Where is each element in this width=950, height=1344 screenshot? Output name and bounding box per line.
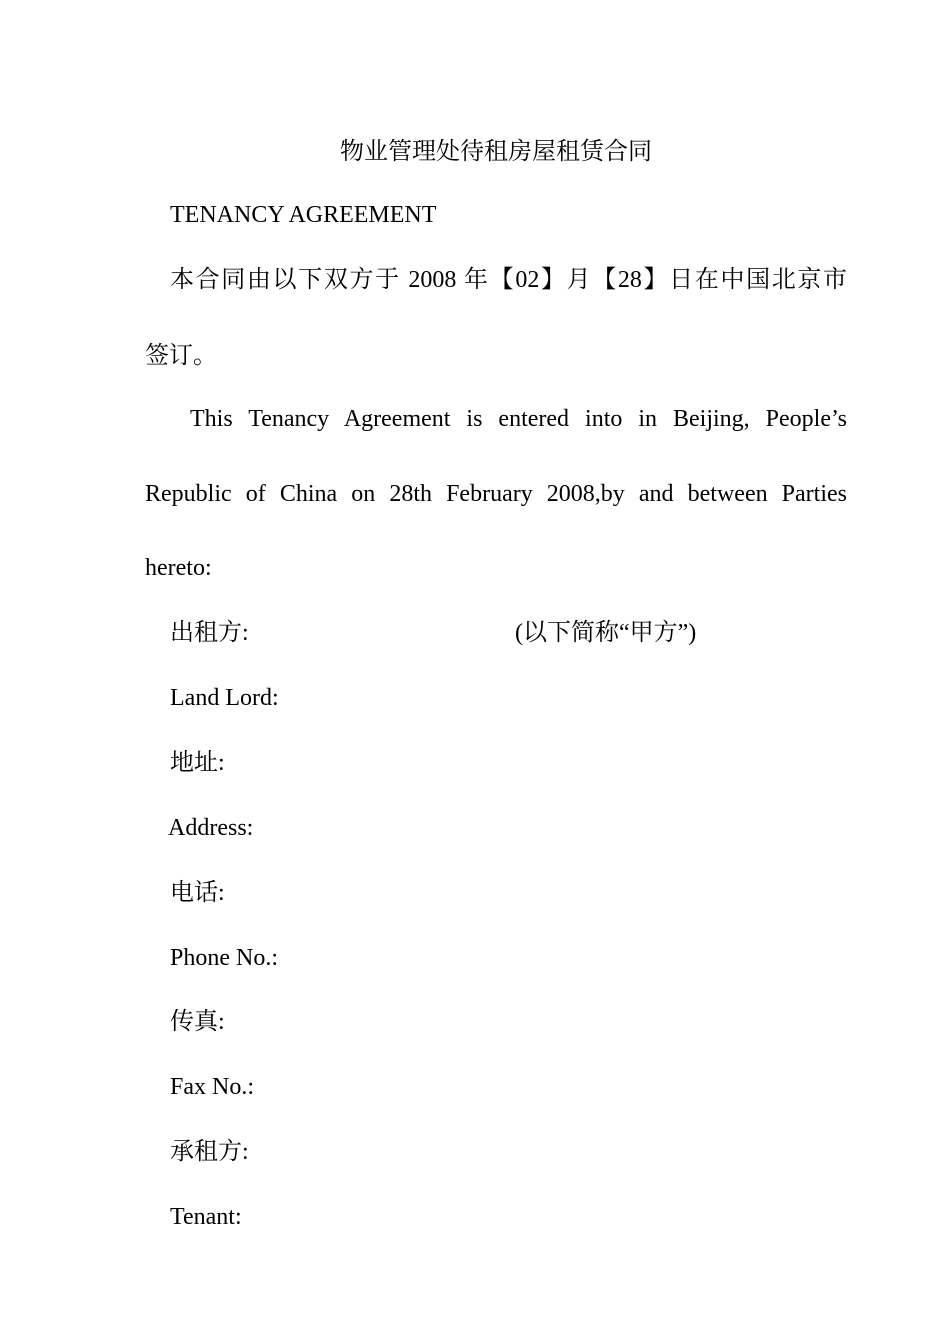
address-label-chinese: 地址: bbox=[170, 750, 225, 776]
landlord-label-english: Land Lord: bbox=[170, 685, 279, 711]
intro-english-line-1: This Tenancy Agreement is entered into in Beijing, People’s bbox=[190, 406, 847, 432]
tenant-label-chinese: 承租方: bbox=[170, 1139, 249, 1165]
intro-english-line-2: Republic of China on 28th February 2008,by and between Parties bbox=[145, 481, 847, 507]
fax-label-english: Fax No.: bbox=[170, 1074, 254, 1100]
fax-label-chinese: 传真: bbox=[170, 1009, 225, 1035]
phone-label-chinese: 电话: bbox=[170, 880, 225, 906]
lessor-party-a-note: (以下简称“甲方”) bbox=[515, 620, 697, 646]
address-label-english: Address: bbox=[168, 815, 254, 841]
document-title-english: TENANCY AGREEMENT bbox=[170, 202, 437, 228]
phone-label-english: Phone No.: bbox=[170, 945, 278, 971]
intro-english-line-3: hereto: bbox=[145, 555, 212, 581]
tenant-label-english: Tenant: bbox=[170, 1204, 242, 1230]
lessor-label-chinese: 出租方: bbox=[170, 620, 249, 646]
intro-chinese-line-1: 本合同由以下双方于 2008 年【02】月【28】日在中国北京市 bbox=[170, 267, 847, 293]
intro-chinese-line-2: 签订。 bbox=[145, 343, 217, 369]
document-title-chinese: 物业管理处待租房屋租赁合同 bbox=[340, 139, 652, 165]
